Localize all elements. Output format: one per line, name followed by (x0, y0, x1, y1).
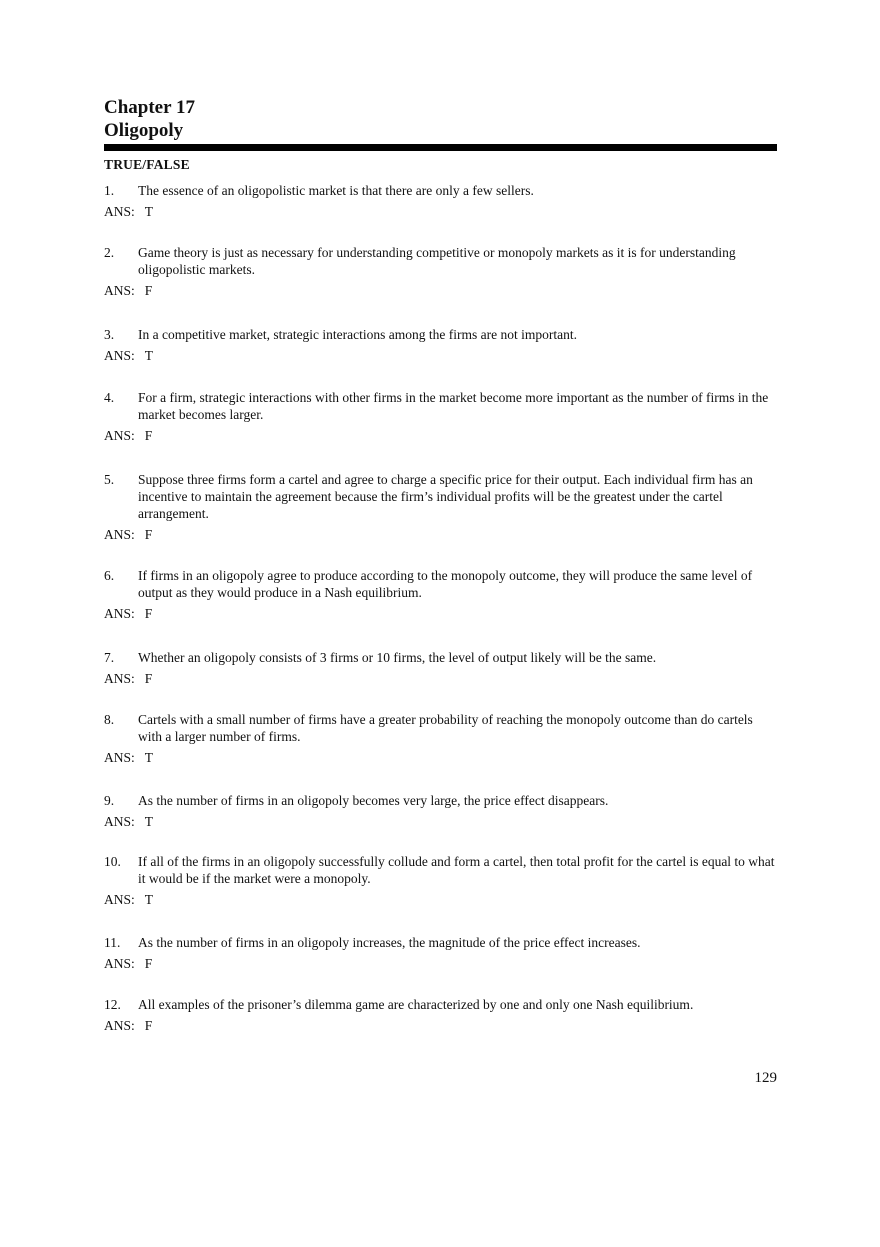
question-number: 8. (104, 712, 115, 727)
page-number: 129 (754, 1070, 777, 1086)
answer-label: ANS: (104, 348, 135, 363)
answer-value: F (144, 283, 153, 298)
answer-value: T (144, 348, 154, 363)
question-number: 5. (104, 472, 115, 487)
answer-label: ANS: (104, 606, 135, 621)
question-number: 7. (104, 650, 115, 665)
question-number: 6. (104, 568, 115, 583)
question-number: 10. (104, 854, 121, 869)
question-text: Suppose three firms form a cartel and agree to charge a specific price for their output. Each individual firm has an incentive to maintain the agreement because the firm’s individual profits will be the greatest under the cartel arrangement. (138, 472, 753, 521)
question-number: 4. (104, 390, 115, 405)
question-text: In a competitive market, strategic interactions among the firms are not important. (138, 327, 577, 342)
question-number: 9. (104, 793, 115, 808)
question-text: All examples of the prisoner’s dilemma game are characterized by one and only one Nash equilibrium. (138, 997, 694, 1012)
answer-label: ANS: (104, 1018, 135, 1033)
section-heading: TRUE/FALSE (104, 157, 190, 172)
question-text: As the number of firms in an oligopoly increases, the magnitude of the price effect increases. (138, 935, 641, 950)
question-item (104, 711, 778, 766)
question-text: Whether an oligopoly consists of 3 firms or 10 firms, the level of output likely will be the same. (138, 650, 657, 665)
chapter-number: Chapter 17 (104, 97, 195, 118)
chapter-title: Oligopoly (104, 120, 184, 141)
answer-line (104, 955, 778, 972)
answer-label: ANS: (104, 750, 135, 765)
question-number: 1. (104, 183, 115, 198)
answer-label: ANS: (104, 892, 135, 907)
answer-value: F (144, 956, 153, 971)
answer-line (104, 526, 778, 543)
answer-line (104, 347, 778, 364)
answer-label: ANS: (104, 428, 135, 443)
answer-value: F (144, 1018, 153, 1033)
answer-label: ANS: (104, 204, 135, 219)
question-number: 3. (104, 327, 115, 342)
answer-line (104, 605, 778, 622)
answer-value: T (144, 892, 154, 907)
question-item (104, 996, 778, 1034)
question-item (104, 934, 778, 972)
question-item (104, 567, 778, 622)
answer-value: T (144, 204, 154, 219)
answer-value: F (144, 527, 153, 542)
question-number: 2. (104, 245, 115, 260)
answer-value: F (144, 606, 153, 621)
answer-label: ANS: (104, 814, 135, 829)
answer-line (104, 427, 778, 444)
answer-value: T (144, 750, 154, 765)
answer-label: ANS: (104, 527, 135, 542)
answer-value: F (144, 671, 153, 686)
answer-line (104, 203, 778, 220)
question-text: Game theory is just as necessary for understanding competitive or monopoly markets as it is for understanding oligopolistic markets. (138, 245, 736, 277)
answer-label: ANS: (104, 956, 135, 971)
answer-line (104, 813, 778, 830)
question-item (104, 244, 778, 299)
question-text: If firms in an oligopoly agree to produce according to the monopoly outcome, they will produce the same level of output as they would produce in a Nash equilibrium. (138, 568, 753, 600)
question-number: 11. (104, 935, 121, 950)
question-text: The essence of an oligopolistic market is that there are only a few sellers. (138, 183, 534, 198)
answer-line (104, 1017, 778, 1034)
header-rule (104, 144, 777, 151)
answer-value: T (144, 814, 154, 829)
question-item (104, 326, 778, 364)
question-text: Cartels with a small number of firms have a greater probability of reaching the monopoly outcome than do cartels with a larger number of firms. (138, 712, 753, 744)
question-item (104, 471, 778, 543)
question-item (104, 792, 778, 830)
answer-line (104, 282, 778, 299)
answer-label: ANS: (104, 283, 135, 298)
answer-value: F (144, 428, 153, 443)
question-item (104, 649, 778, 687)
answer-line (104, 891, 778, 908)
chapter-header (104, 96, 777, 151)
question-text: If all of the firms in an oligopoly successfully collude and form a cartel, then total profit for the cartel is equal to what it would be if the market were a monopoly. (138, 854, 775, 886)
question-item (104, 389, 778, 444)
question-text: For a firm, strategic interactions with other firms in the market become more important as the number of firms in the market becomes larger. (138, 390, 769, 422)
answer-label: ANS: (104, 671, 135, 686)
question-item (104, 182, 778, 220)
question-text: As the number of firms in an oligopoly becomes very large, the price effect disappears. (138, 793, 609, 808)
answer-line (104, 670, 778, 687)
answer-line (104, 749, 778, 766)
question-number: 12. (104, 997, 121, 1012)
question-item (104, 853, 778, 908)
